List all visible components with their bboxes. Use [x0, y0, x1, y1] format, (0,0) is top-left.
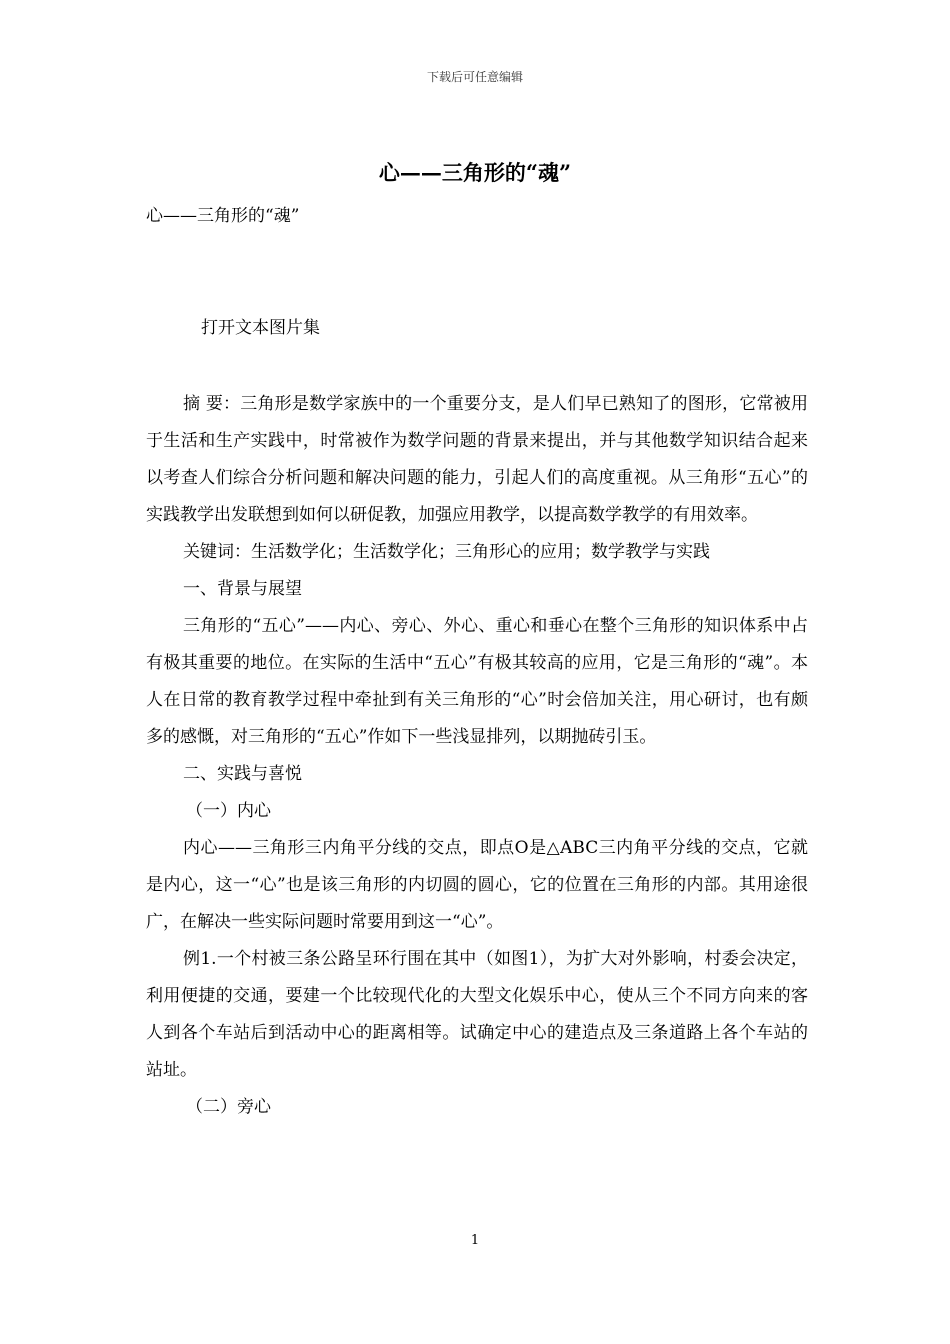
example-paragraph: 例1.一个村被三条公路呈环行围在其中（如图1），为扩大对外影响，村委会决定，利用便捷的交通，要建一个比较现代化的大型文化娱乐中心，使从三个不同方向来的客人到各个车站后到活动中心的距离相等。试确定中心的建造点及三条道路上各个车站的站址。 — [146, 949, 808, 1080]
subsection-heading-incenter: （一）内心 — [186, 801, 271, 821]
keywords-paragraph: 关键词：生活数学化；生活数学化；三角形心的应用；数学教学与实践 — [183, 542, 710, 562]
page-number: 1 — [470, 1233, 480, 1248]
open-image-gallery-link[interactable]: 打开文本图片集 — [201, 318, 320, 338]
page-header-note: 下载后可任意编辑 — [426, 70, 523, 84]
section-heading-practice: 二、实践与喜悦 — [183, 764, 302, 784]
document-title: 心——三角形的“魂” — [378, 160, 572, 185]
document-body — [146, 386, 808, 1126]
body-paragraph: 三角形的“五心”——内心、旁心、外心、重心和垂心在整个三角形的知识体系中占有极其重要的地位。在实际的生活中“五心”有极其较高的应用，它是三角形的“魂”。本人在日常的教育教学过程中牵扯到有关三角形的“心”时会倍加关注，用心研讨，也有颇多的感慨，对三角形的“五心”作如下一些浅显排列，以期抛砖引玉。 — [146, 616, 808, 747]
section-heading-background: 一、背景与展望 — [183, 579, 302, 599]
abstract-paragraph: 摘 要：三角形是数学家族中的一个重要分支，是人们早已熟知了的图形，它常被用于生活和生产实践中，时常被作为数学问题的背景来提出，并与其他数学知识结合起来以考查人们综合分析问题和解决问题的能力，引起人们的高度重视。从三角形“五心”的实践教学出发联想到如何以研促教，加强应用教学，以提高数学教学的有用效率。 — [146, 394, 808, 525]
subsection-heading-excenter: （二）旁心 — [186, 1097, 271, 1117]
document-subtitle: 心——三角形的“魂” — [146, 206, 300, 226]
body-paragraph: 内心——三角形三内角平分线的交点，即点O是△ABC三内角平分线的交点，它就是内心，这一“心”也是该三角形的内切圆的圆心，它的位置在三角形的内部。其用途很广，在解决一些实际问题时常要用到这一“心”。 — [146, 838, 808, 932]
